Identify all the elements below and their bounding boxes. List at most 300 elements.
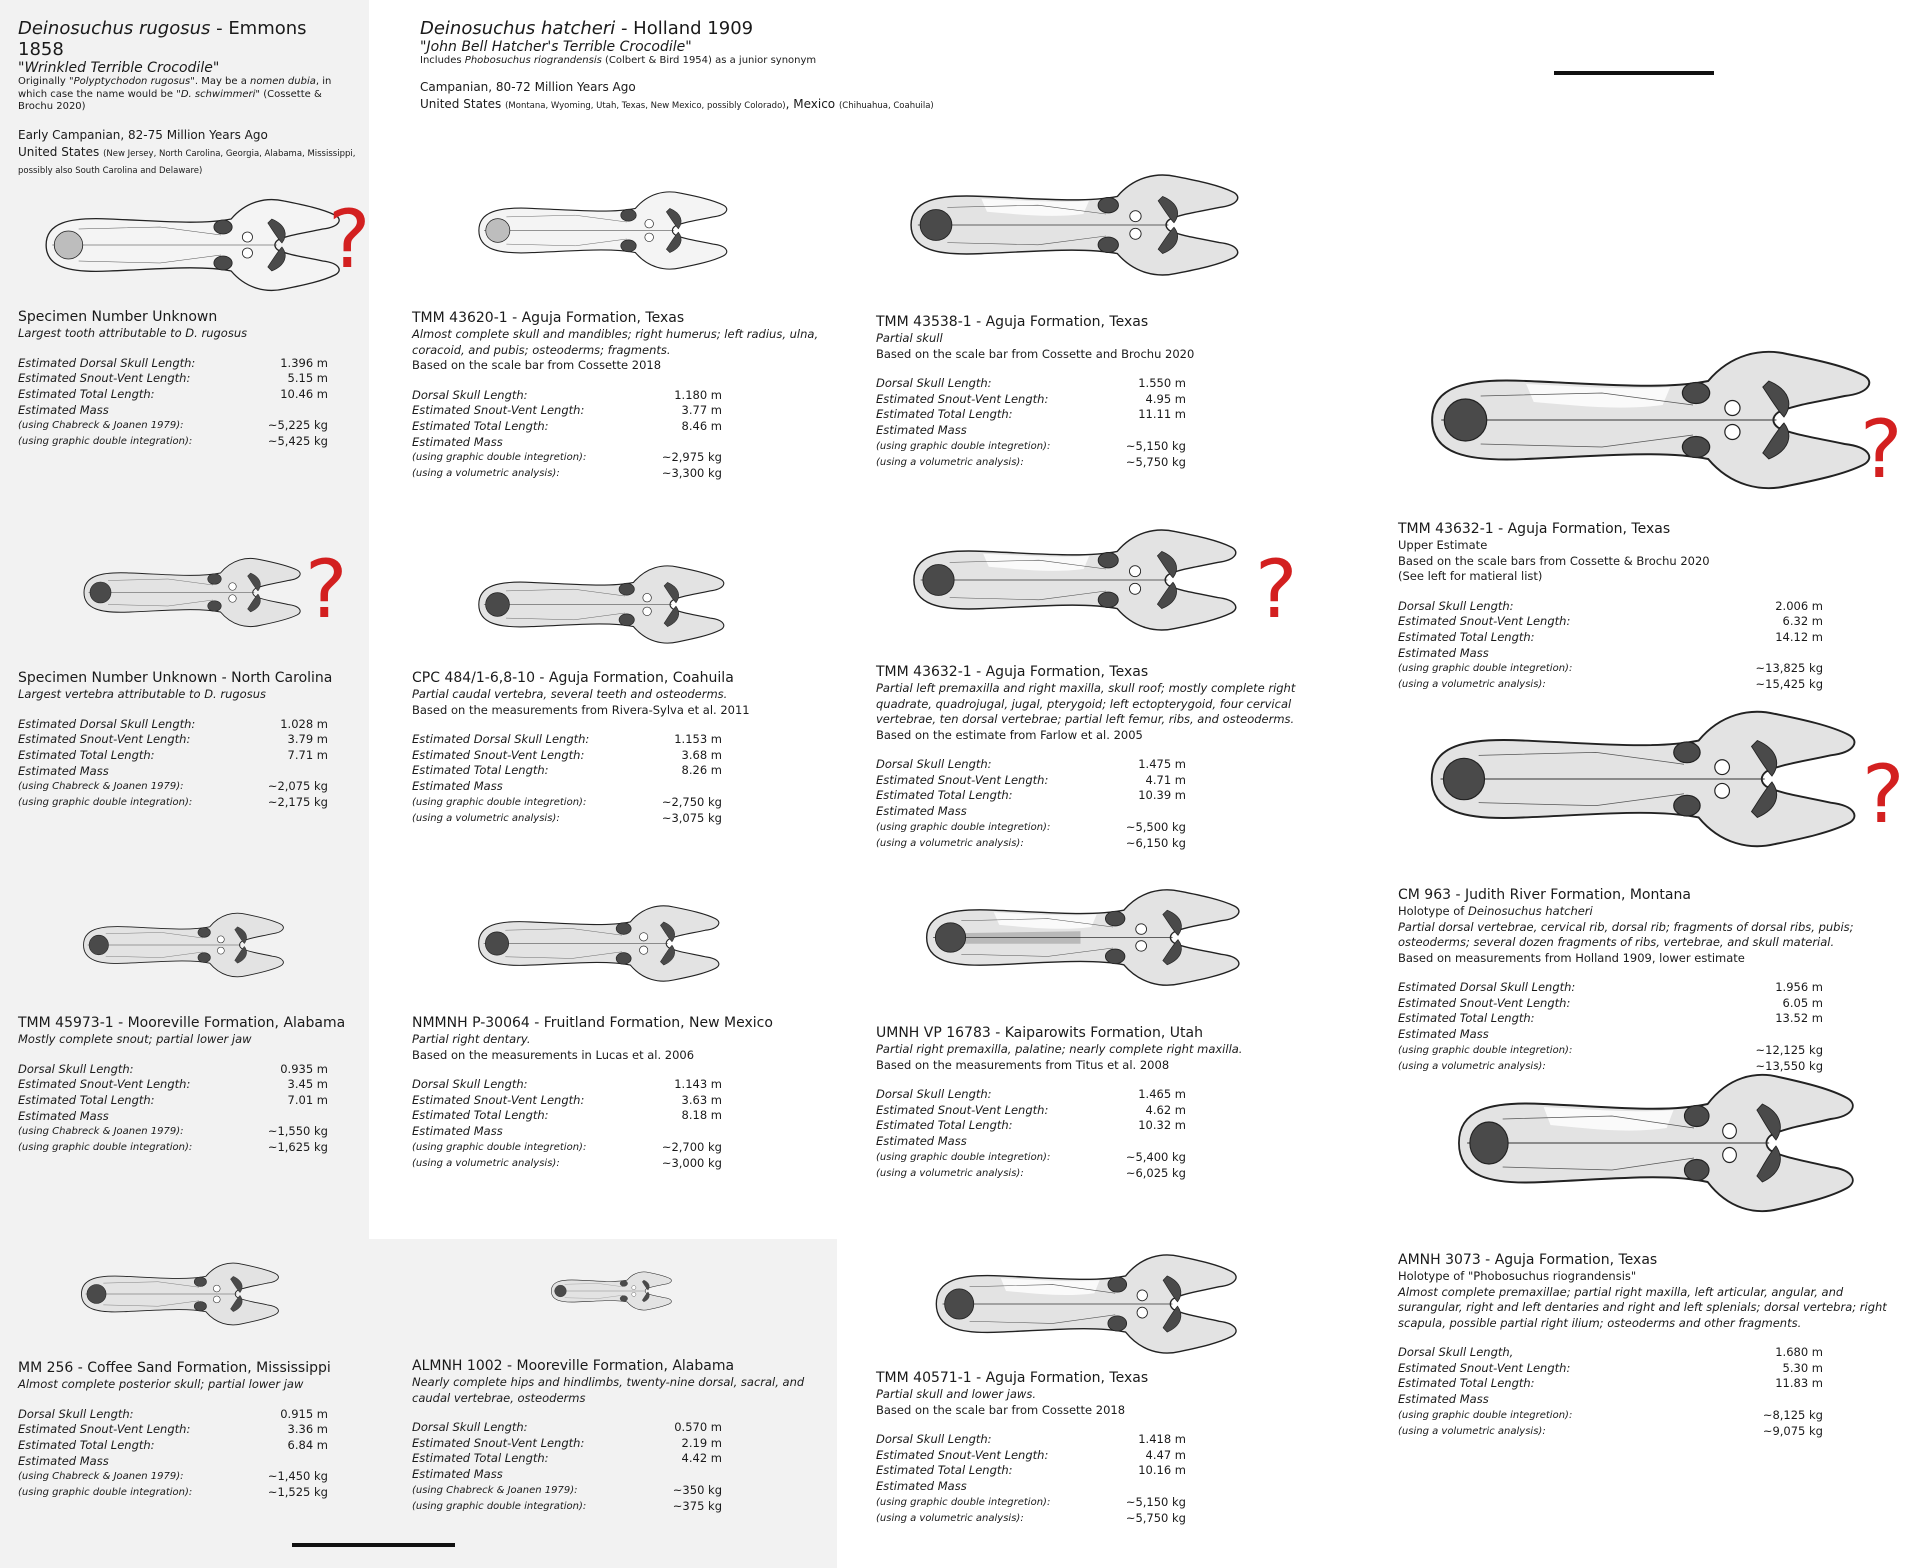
specimen-material: Partial dorsal vertebrae, cervical rib, dorsal rib; fragments of dorsal ribs, pubis; osteoderms; several dozen fragments of ribs, vertebrae, and skull material. [1398, 919, 1854, 949]
measure-row [1398, 1376, 1908, 1392]
orbit-opening [619, 614, 634, 626]
measure-row [1398, 1408, 1908, 1424]
rugosus-age: Early Campanian, 82-75 Million Years Ago [18, 127, 268, 142]
naris-opening [1444, 399, 1486, 441]
measure-label: (using a volumetric analysis): [412, 812, 560, 824]
measure-label: Dorsal Skull Length, [1398, 1345, 1514, 1359]
measure-value: ~6,150 kg [1125, 835, 1186, 850]
orbit-opening [616, 923, 631, 935]
measure-value: 1.143 m [674, 1077, 722, 1091]
measure-value [652, 1124, 722, 1140]
measure-label: Estimated Total Length: [18, 747, 155, 762]
naris-opening [54, 231, 82, 259]
measure-row [412, 779, 822, 795]
measure-value [1753, 646, 1823, 662]
measure-row [18, 1485, 428, 1501]
measure-value [1753, 1027, 1823, 1043]
temporal-fenestra [643, 607, 652, 616]
measure-label: Dorsal Skull Length: [876, 1087, 992, 1101]
measure-value [1753, 1392, 1823, 1408]
measure-value: 1.680 m [1775, 1345, 1823, 1359]
measure-row [1398, 1361, 1908, 1377]
uncertain-question-mark: ? [328, 193, 371, 286]
measure-row [412, 1124, 822, 1140]
measure-row [18, 1093, 428, 1109]
measure-label: Estimated Snout-Vent Length: [876, 1102, 1049, 1117]
measure-value: 2.006 m [1775, 598, 1823, 613]
measure-label: Estimated Dorsal Skull Length: [18, 716, 196, 731]
measure-label: Estimated Mass [1398, 1027, 1489, 1042]
measure-label: (using Chabreck & Joanen 1979): [18, 1126, 184, 1138]
measure-label: Estimated Dorsal Skull Length: [1398, 980, 1576, 994]
measure-value [258, 403, 328, 419]
uncertain-question-mark: ? [1255, 543, 1298, 636]
measure-row [18, 1140, 428, 1156]
specimen-material: Partial left premaxilla and right maxilla, skull roof; mostly complete right quadrate, quadrojugal, jugal, pterygoid; left ectopterygoid, four cervical vertebrae, ten dorsal vertebrae; partial left femur, ribs, and osteoderms. [876, 681, 1296, 726]
measure-value: ~2,700 kg [661, 1139, 722, 1154]
specimen-title: CM 963 - Judith River Formation, Montana [1398, 887, 1691, 903]
temporal-fenestra [1137, 1290, 1147, 1301]
measure-label: Estimated Snout-Vent Length: [412, 1092, 585, 1107]
measure-row [876, 773, 1296, 789]
skull-drawing [472, 188, 730, 273]
specimen-block [412, 310, 822, 482]
measure-label: Dorsal Skull Length: [412, 387, 528, 402]
specimen-source-note: Based on the estimate from Farlow et al. 2005 [876, 727, 1143, 742]
measure-row [18, 1422, 428, 1438]
measure-label: Dorsal Skull Length: [18, 1406, 134, 1421]
temporal-fenestra [640, 933, 648, 941]
measure-label: Dorsal Skull Length: [876, 376, 992, 390]
measure-value: 1.180 m [674, 387, 722, 402]
measure-value: 6.05 m [1782, 995, 1823, 1010]
scale-bar-top [1554, 71, 1714, 75]
measure-value: 7.71 m [287, 747, 328, 762]
measure-value: 1.153 m [674, 732, 722, 746]
specimen-title: UMNH VP 16783 - Kaiparowits Formation, Utah [876, 1025, 1203, 1041]
measure-row [18, 748, 428, 764]
measure-row [412, 1156, 822, 1172]
measure-row [18, 1454, 428, 1470]
uncertain-question-mark: ? [1862, 748, 1905, 841]
measure-row [412, 748, 822, 764]
measure-label: Estimated Snout-Vent Length: [1398, 995, 1571, 1010]
measure-label: (using graphic double integretion): [412, 796, 587, 808]
measure-value: ~3,000 kg [661, 1155, 722, 1170]
specimen-material: Partial skull [876, 331, 943, 345]
naris-opening [920, 210, 952, 241]
measure-value: 11.11 m [1138, 407, 1186, 422]
specimen-title: TMM 43632-1 - Aguja Formation, Texas [1398, 521, 1671, 537]
measure-row [876, 392, 1296, 408]
measure-row [412, 1077, 822, 1093]
measure-value: 5.30 m [1782, 1360, 1823, 1375]
measure-label: Estimated Total Length: [1398, 629, 1535, 644]
temporal-fenestra [217, 936, 224, 943]
measure-row [1398, 614, 1898, 630]
measure-value: 1.465 m [1138, 1087, 1186, 1101]
specimen-title: TMM 40571-1 - Aguja Formation, Texas [876, 1370, 1149, 1386]
measure-value: 6.84 m [287, 1437, 328, 1452]
measure-row [876, 1103, 1296, 1119]
naris-opening [923, 565, 954, 596]
orbit-opening [1105, 911, 1125, 926]
measure-row [1398, 646, 1898, 662]
measure-row [876, 1479, 1296, 1495]
measure-value: ~6,025 kg [1125, 1165, 1186, 1180]
uncertain-question-mark: ? [305, 543, 348, 636]
temporal-fenestra [632, 1292, 636, 1296]
measure-value: 3.77 m [681, 403, 722, 418]
hatcheri-age: Campanian, 80-72 Million Years Ago [420, 79, 636, 94]
measure-label: (using graphic double integration): [18, 436, 193, 448]
measure-value: 4.62 m [1145, 1102, 1186, 1117]
measure-label: (using graphic double integretion): [876, 821, 1051, 833]
specimen-subtitle: Upper Estimate [1398, 538, 1488, 552]
measure-row [876, 455, 1296, 471]
orbit-opening [1674, 795, 1700, 816]
specimen-title: TMM 45973-1 - Mooreville Formation, Alabama [18, 1015, 346, 1031]
measure-row [18, 434, 428, 450]
subtitle-species-name: Deinosuchus hatcheri [1468, 904, 1593, 918]
measure-row [876, 407, 1296, 423]
measure-value [652, 1467, 722, 1483]
measure-row [876, 423, 1296, 439]
measure-label: Estimated Mass [876, 804, 967, 819]
measure-value: ~2,175 kg [267, 795, 328, 810]
skull-outline-group [1432, 712, 1855, 846]
specimen-subtitle: Holotype of "Phobosuchus riograndensis" [1398, 1269, 1637, 1283]
measure-value: ~3,075 kg [661, 810, 722, 825]
orbit-opening [194, 1277, 206, 1287]
specimen-material: Largest vertebra attributable to D. rugosus [18, 687, 266, 701]
note-text: " (Cossette & Brochu 2020) [18, 88, 322, 112]
measure-label: Estimated Mass [1398, 1392, 1489, 1407]
note-synonym-name: Phobosuchus riograndensis [464, 55, 602, 66]
note-text: Originally " [18, 76, 74, 87]
measure-label: (using a volumetric analysis): [876, 1512, 1024, 1524]
skull-drawing [548, 1270, 673, 1312]
measure-row [876, 1150, 1296, 1166]
measure-label: Estimated Snout-Vent Length: [412, 1435, 585, 1450]
specimen-title: ALMNH 1002 - Mooreville Formation, Alabama [412, 1358, 735, 1374]
measure-label: Dorsal Skull Length: [18, 1061, 134, 1076]
measure-row [18, 1077, 428, 1093]
specimen-source-note: Based on measurements from Holland 1909, lower estimate [1398, 950, 1745, 965]
skull-drawing [905, 525, 1240, 635]
specimen-material: Partial skull and lower jaws. [876, 1387, 1036, 1401]
orbit-opening [208, 601, 222, 612]
temporal-fenestra [1715, 760, 1730, 775]
measure-label: Estimated Snout-Vent Length: [18, 732, 191, 747]
uncertain-question-mark: ? [1860, 403, 1903, 496]
hatcheri-common-name: "John Bell Hatcher's Terrible Crocodile" [420, 39, 692, 55]
measure-label: Estimated Snout-Vent Length: [18, 1422, 191, 1437]
measure-label: Estimated Dorsal Skull Length: [412, 732, 590, 746]
skull-outline-group [479, 192, 727, 269]
measure-row [18, 1062, 428, 1078]
orbit-opening [214, 220, 232, 234]
temporal-fenestra [1715, 783, 1730, 798]
measure-label: Estimated Mass [18, 763, 109, 778]
measure-label: (using a volumetric analysis): [1398, 679, 1546, 691]
measure-value [652, 779, 722, 795]
measure-row [412, 435, 822, 451]
measure-label: Estimated Mass [18, 402, 109, 417]
measure-row [876, 1463, 1296, 1479]
measure-row [1398, 1059, 1908, 1075]
measure-row [18, 387, 428, 403]
skull-outline-group [46, 200, 339, 291]
orbit-opening [1098, 198, 1118, 213]
orbit-opening [1684, 1106, 1709, 1127]
measure-value: 6.32 m [1782, 614, 1823, 629]
hatcheri-species-title [420, 18, 1040, 39]
orbit-opening [621, 240, 636, 252]
temporal-fenestra [1130, 228, 1141, 239]
specimen-material: Mostly complete snout; partial lower jaw [18, 1032, 252, 1046]
measure-value: 3.63 m [681, 1092, 722, 1107]
measure-row [876, 757, 1296, 773]
measure-row [412, 1467, 822, 1483]
measure-value: 10.16 m [1138, 1463, 1186, 1478]
skull-drawing [1448, 1068, 1858, 1218]
measure-value: 0.935 m [280, 1061, 328, 1076]
specimen-title: TMM 43620-1 - Aguja Formation, Texas [412, 310, 685, 326]
note-text: , in which case the name would be " [18, 76, 332, 100]
note-text: Includes [420, 55, 465, 66]
measure-value: 0.915 m [280, 1406, 328, 1421]
measure-value: 8.26 m [681, 763, 722, 778]
skull-outline-group [1459, 1075, 1853, 1211]
specimen-block [876, 1025, 1296, 1181]
measure-label: Estimated Mass [876, 423, 967, 438]
temporal-fenestra [645, 233, 654, 242]
skull-outline-group [84, 913, 284, 977]
measure-label: Dorsal Skull Length: [412, 1077, 528, 1091]
measure-value: ~5,150 kg [1125, 438, 1186, 453]
specimen-block [18, 1360, 428, 1501]
measure-row [1398, 599, 1898, 615]
measure-value: ~12,125 kg [1755, 1042, 1823, 1057]
measure-value: 3.36 m [287, 1422, 328, 1437]
naris-opening [485, 932, 508, 955]
measure-row [876, 1511, 1296, 1527]
orbit-opening [194, 1301, 206, 1311]
orbit-opening [1098, 553, 1118, 568]
hatcheri-country-us: United States [420, 96, 502, 111]
specimen-block [412, 1358, 822, 1514]
specimen-title: TMM 43538-1 - Aguja Formation, Texas [876, 314, 1149, 330]
measure-value [652, 435, 722, 451]
measure-label: Estimated Snout-Vent Length: [412, 403, 585, 418]
measure-value: 1.475 m [1138, 757, 1186, 771]
specimen-title: TMM 43632-1 - Aguja Formation, Texas [876, 664, 1149, 680]
temporal-fenestra [1136, 941, 1147, 952]
measure-row [412, 450, 822, 466]
specimen-source-note: Based on the measurements from Rivera-Sylva et al. 2011 [412, 702, 750, 717]
measure-label: (using graphic double integretion): [412, 1141, 587, 1153]
temporal-fenestra [1136, 924, 1147, 935]
orbit-opening [1682, 383, 1709, 404]
measure-label: Estimated Mass [412, 434, 503, 449]
measure-value: 4.42 m [681, 1451, 722, 1466]
measure-label: (using a volumetric analysis): [412, 1157, 560, 1169]
temporal-fenestra [1725, 401, 1740, 416]
note-alternate-name: D. schwimmeri [180, 88, 256, 100]
measure-value [258, 764, 328, 780]
specimen-material: Almost complete posterior skull; partial lower jaw [18, 1377, 304, 1391]
orbit-opening [198, 928, 210, 938]
hatcheri-binomial: Deinosuchus hatcheri [420, 18, 616, 39]
measure-label: Estimated Snout-Vent Length: [412, 747, 585, 762]
measure-row [412, 811, 822, 827]
measure-row [876, 1134, 1296, 1150]
measure-value: ~2,750 kg [661, 794, 722, 809]
measure-value: ~15,425 kg [1755, 677, 1823, 692]
measure-value: ~5,750 kg [1125, 454, 1186, 469]
specimen-title: Specimen Number Unknown - North Carolina [18, 670, 333, 686]
measure-label: Estimated Snout-Vent Length: [876, 1447, 1049, 1462]
skull-outline-group [479, 566, 724, 643]
hatcheri-synonym-note [420, 55, 1040, 68]
temporal-fenestra [1723, 1148, 1737, 1163]
measure-value: ~2,075 kg [267, 779, 328, 794]
skull-drawing [78, 555, 303, 630]
measure-label: Estimated Snout-Vent Length: [18, 1077, 191, 1092]
specimen-block [412, 670, 822, 826]
measure-row [1398, 1392, 1908, 1408]
rugosus-header [18, 18, 358, 179]
measure-row [1398, 980, 1908, 996]
measure-label: (using Chabreck & Joanen 1979): [412, 1484, 578, 1496]
measure-label: Estimated Total Length: [1398, 1011, 1535, 1026]
specimen-source-note: Based on the scale bar from Cossette 2018 [412, 358, 662, 372]
specimen-block [876, 1370, 1296, 1526]
measure-row [412, 1420, 822, 1436]
measure-value: 0.570 m [674, 1420, 722, 1434]
measure-label: Estimated Snout-Vent Length: [1398, 614, 1571, 629]
measure-label: Estimated Mass [1398, 645, 1489, 660]
measure-value: ~5,400 kg [1125, 1149, 1186, 1164]
measure-label: Estimated Total Length: [412, 418, 549, 433]
rugosus-species-title [18, 18, 358, 60]
hatcheri-states-us: (Montana, Wyoming, Utah, Texas, New Mexico, possibly Colorado) [505, 100, 786, 111]
note-text: (Colbert & Bird 1954) as a junior synonym [601, 55, 817, 66]
orbit-opening [1098, 237, 1118, 252]
orbit-opening [621, 209, 636, 221]
measure-value [1116, 423, 1186, 439]
measure-label: Estimated Total Length: [876, 1118, 1013, 1133]
measure-row [876, 836, 1296, 852]
measure-value: ~8,125 kg [1762, 1407, 1823, 1422]
measure-label: Estimated Total Length: [876, 407, 1013, 422]
measure-label: (using graphic double integretion): [1398, 1044, 1573, 1056]
orbit-opening [1684, 1160, 1709, 1181]
skull-outline-group [927, 890, 1239, 985]
temporal-fenestra [242, 248, 252, 258]
measure-row [1398, 1011, 1908, 1027]
measure-row [412, 795, 822, 811]
skull-drawing [472, 562, 727, 647]
measure-row [18, 1124, 428, 1140]
measure-row [1398, 677, 1898, 693]
subtitle-text: Holotype of [1398, 904, 1468, 918]
measure-label: Dorsal Skull Length: [876, 757, 992, 771]
specimen-block [876, 664, 1296, 851]
orbit-opening [198, 953, 210, 963]
measure-row [412, 1093, 822, 1109]
measure-label: (using graphic double integretion): [876, 1151, 1051, 1163]
measure-row [1398, 661, 1898, 677]
skull-drawing [918, 885, 1243, 990]
measure-value [1116, 1134, 1186, 1150]
measure-value: 10.46 m [280, 386, 328, 401]
measure-row [412, 1451, 822, 1467]
measure-row [18, 371, 428, 387]
measure-label: Estimated Mass [412, 1124, 503, 1139]
measure-value: 1.956 m [1775, 980, 1823, 994]
measure-label: Dorsal Skull Length: [412, 1420, 528, 1434]
measure-value: ~13,825 kg [1755, 661, 1823, 676]
measure-value: 10.39 m [1138, 788, 1186, 803]
specimen-material: Partial right premaxilla, palatine; nearly complete right maxilla. [876, 1042, 1243, 1056]
naris-opening [90, 582, 111, 603]
skull-drawing [1420, 345, 1875, 495]
measure-row [412, 466, 822, 482]
measure-label: Estimated Snout-Vent Length: [1398, 1360, 1571, 1375]
measure-value: 10.32 m [1138, 1118, 1186, 1133]
measure-row [876, 1087, 1296, 1103]
measure-label: (using graphic double integretion): [876, 1496, 1051, 1508]
measure-label: Estimated Snout-Vent Length: [876, 772, 1049, 787]
measure-row [412, 1436, 822, 1452]
measure-value: 11.83 m [1775, 1376, 1823, 1391]
skull-drawing [76, 1260, 281, 1328]
measure-row [18, 1109, 428, 1125]
naris-opening [1443, 758, 1484, 799]
orbit-opening [1105, 949, 1125, 964]
orbit-opening [1108, 1316, 1127, 1331]
scale-bar-bottom [292, 1543, 455, 1547]
measure-value: ~1,450 kg [267, 1469, 328, 1484]
measure-row [18, 356, 428, 372]
specimen-block [18, 670, 428, 811]
hatcheri-header [420, 18, 1040, 114]
measure-value [1116, 1479, 1186, 1495]
measure-row [18, 795, 428, 811]
measure-value: ~1,525 kg [267, 1485, 328, 1500]
measure-row [18, 403, 428, 419]
measure-label: (using a volumetric analysis): [1398, 1060, 1546, 1072]
measure-row [18, 779, 428, 795]
hatcheri-range [420, 97, 1040, 114]
specimen-subtitle [1398, 904, 1908, 920]
specimen-material: Almost complete premaxillae; partial right maxilla, left articular, angular, and surangular, right and left dentaries and right and left splenials; dorsal vertebra; right scapula, possible partial right ilium; osteoderms and other fragments. [1398, 1284, 1887, 1330]
measure-row [18, 1438, 428, 1454]
measure-row [1398, 1027, 1908, 1043]
temporal-fenestra [1723, 1124, 1737, 1139]
specimen-title: CPC 484/1-6,8-10 - Aguja Formation, Coahuila [412, 670, 734, 686]
skull-drawing [928, 1250, 1240, 1358]
measure-label: (using Chabreck & Joanen 1979): [18, 781, 184, 793]
measure-row [18, 764, 428, 780]
orbit-opening [1674, 742, 1700, 763]
skull-outline-group [81, 1263, 278, 1325]
specimen-block [18, 309, 428, 450]
measure-row [412, 1499, 822, 1515]
specimen-title: AMNH 3073 - Aguja Formation, Texas [1398, 1252, 1658, 1268]
